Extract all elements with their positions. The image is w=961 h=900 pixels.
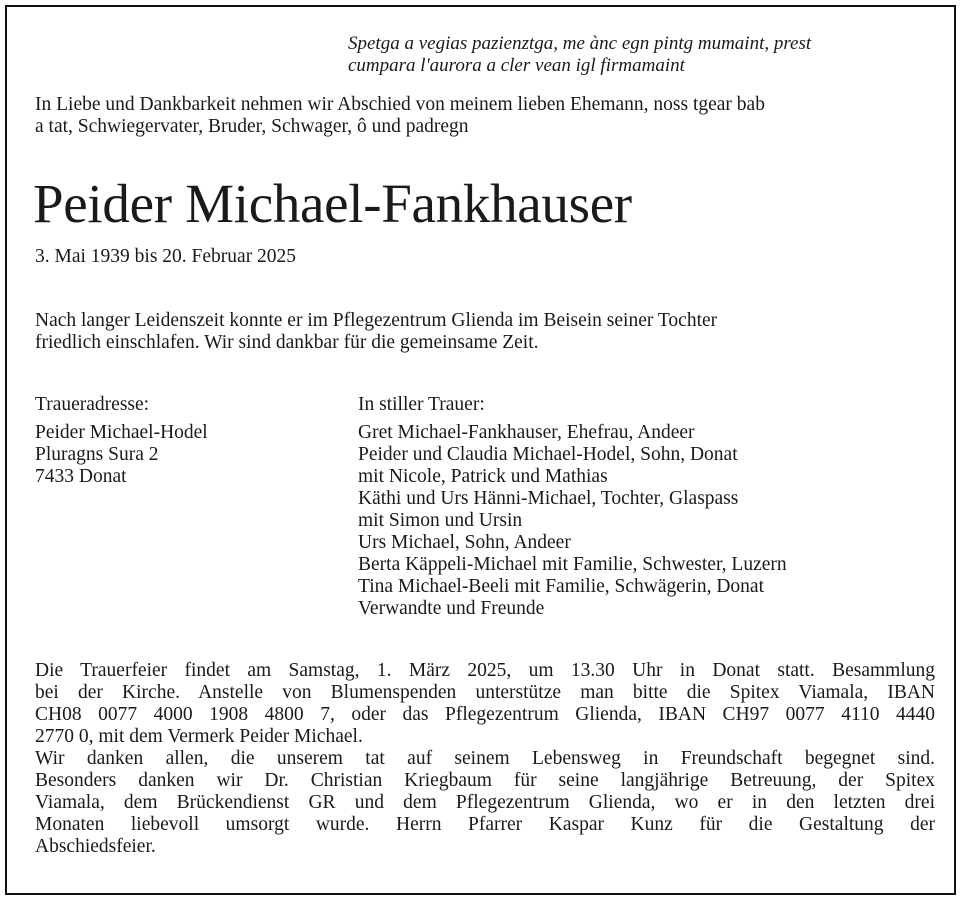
mourners-heading: In stiller Trauer:: [358, 394, 485, 415]
closing-line: Abschiedsfeier.: [35, 836, 156, 857]
closing-line: Monaten liebevoll umsorgt wurde. Herrn Pfarrer Kaspar Kunz für die Gestaltung der: [35, 814, 935, 835]
mourner-line: mit Nicole, Patrick und Mathias: [358, 466, 608, 487]
deceased-name: Peider Michael-Fankhauser: [33, 173, 632, 234]
life-dates: 3. Mai 1939 bis 20. Februar 2025: [35, 246, 297, 267]
intro-text: [35, 94, 765, 138]
closing-line: 2770 0, mit dem Vermerk Peider Michael.: [35, 726, 363, 747]
motto-verse: [348, 33, 811, 77]
mourner-line: Peider und Claudia Michael-Hodel, Sohn, Donat: [358, 444, 738, 465]
passing-line: Nach langer Leidenszeit konnte er im Pflegezentrum Glienda im Beisein seiner Tochter: [35, 310, 718, 331]
closing-line: Viamala, dem Brückendienst GR und dem Pflegezentrum Glienda, wo er in den letzten drei: [35, 792, 935, 813]
mourner-line: mit Simon und Ursin: [358, 510, 523, 531]
intro-line: a tat, Schwiegervater, Bruder, Schwager, ô und padregn: [35, 116, 469, 137]
mourner-line: Berta Käppeli-Michael mit Familie, Schwester, Luzern: [358, 554, 787, 575]
mourner-line: Käthi und Urs Hänni-Michael, Tochter, Glaspass: [358, 488, 739, 509]
address-line: Peider Michael-Hodel: [35, 422, 208, 443]
motto-line: cumpara l'aurora a cler vean igl firmamaint: [348, 55, 685, 76]
motto-line: Spetga a vegias pazienztga, me ànc egn pintg mumaint, prest: [348, 33, 812, 54]
mourner-line: Gret Michael-Fankhauser, Ehefrau, Andeer: [358, 422, 695, 443]
address-heading: Traueradresse:: [35, 394, 150, 415]
address-line: Pluragns Sura 2: [35, 444, 159, 465]
mourners-list: [358, 422, 787, 620]
mourner-line: Verwandte und Freunde: [358, 598, 545, 619]
mourner-line: Urs Michael, Sohn, Andeer: [358, 532, 571, 553]
closing-line: Besonders danken wir Dr. Christian Kriegbaum für seine langjährige Betreuung, der Spitex: [35, 770, 935, 791]
intro-line: In Liebe und Dankbarkeit nehmen wir Abschied von meinem lieben Ehemann, noss tgear bab: [35, 94, 765, 115]
address-line: 7433 Donat: [35, 466, 127, 487]
closing-text: [35, 660, 935, 858]
closing-line: Wir danken allen, die unserem tat auf seinem Lebensweg in Freundschaft begegnet sind.: [35, 748, 935, 769]
closing-line: bei der Kirche. Anstelle von Blumenspenden unterstütze man bitte die Spitex Viamala, IBAN: [35, 682, 935, 703]
closing-line: Die Trauerfeier findet am Samstag, 1. März 2025, um 13.30 Uhr in Donat statt. Besammlung: [35, 660, 935, 681]
closing-line: CH08 0077 4000 1908 4800 7, oder das Pflegezentrum Glienda, IBAN CH97 0077 4110 4440: [35, 704, 935, 725]
passing-line: friedlich einschlafen. Wir sind dankbar für die gemeinsame Zeit.: [35, 332, 539, 353]
mourning-address: [35, 422, 208, 488]
mourner-line: Tina Michael-Beeli mit Familie, Schwägerin, Donat: [358, 576, 764, 597]
passing-text: [35, 310, 717, 354]
